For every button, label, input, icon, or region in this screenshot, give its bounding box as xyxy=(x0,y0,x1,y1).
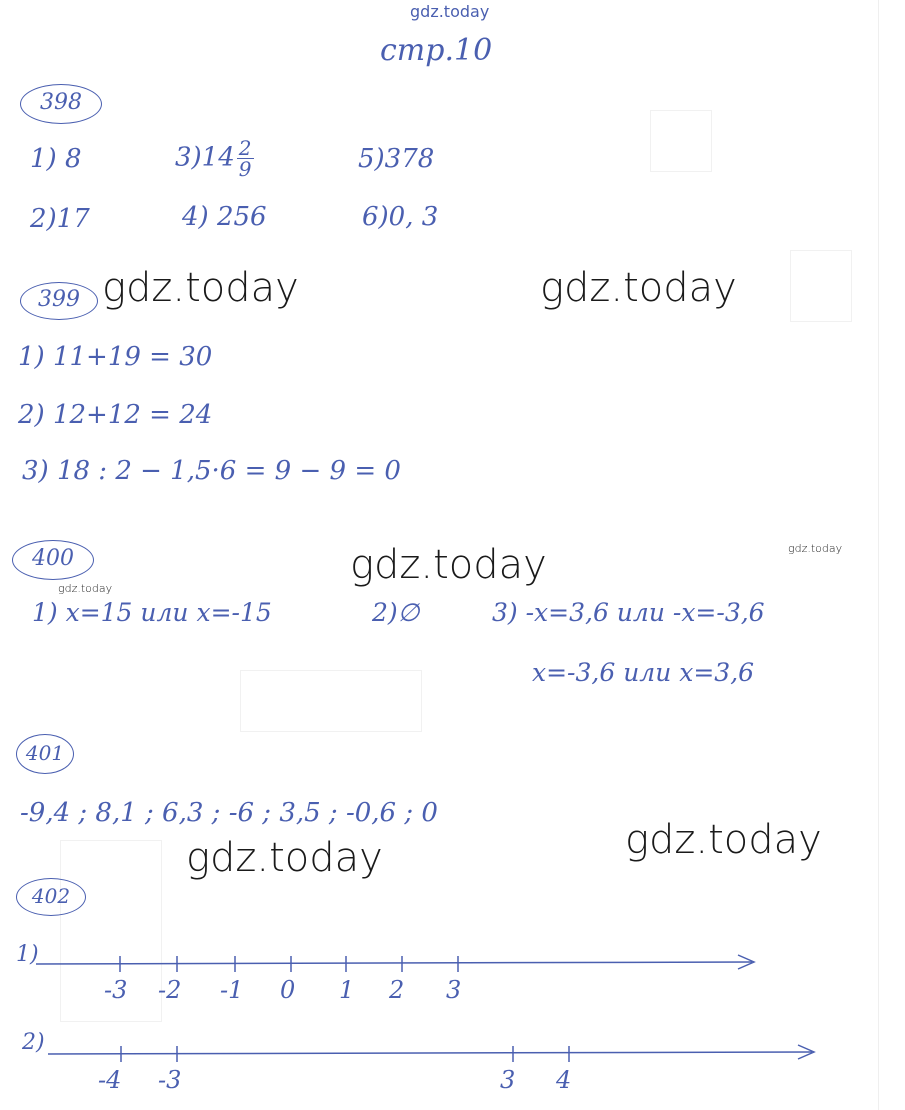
line-400-1: 1) x=15 или x=-15 xyxy=(32,598,272,627)
axis-1-label: 1) xyxy=(16,942,39,967)
watermark-small-right: gdz.today xyxy=(788,542,843,555)
exercise-number-401: 401 xyxy=(16,734,74,774)
answer-398-6: 6)0, 3 xyxy=(362,202,439,232)
fraction-numerator: 2 xyxy=(238,136,252,160)
watermark-2: gdz.today xyxy=(540,265,737,311)
axis-2-tick-label: -4 xyxy=(98,1066,122,1094)
axis-2-label: 2) xyxy=(22,1030,45,1055)
axis-1-tick-label: -1 xyxy=(220,976,244,1004)
exercise-number-399: 399 xyxy=(20,282,98,320)
answer-398-2: 2)17 xyxy=(30,204,90,234)
axis-1-tick-label: 0 xyxy=(280,976,296,1004)
watermark-6 xyxy=(640,1080,645,1081)
line-399-1: 1) 11+19 = 30 xyxy=(18,342,213,372)
axis-1-tick-label: -3 xyxy=(104,976,128,1004)
axis-1-tick-label: 1 xyxy=(339,976,355,1004)
axis-line xyxy=(48,1052,812,1054)
answer-398-1: 1) 8 xyxy=(30,144,82,174)
axis-2-tick-label: -3 xyxy=(158,1066,182,1094)
line-401: -9,4 ; 8,1 ; 6,3 ; -6 ; 3,5 ; -0,6 ; 0 xyxy=(20,798,438,828)
exercise-number-402: 402 xyxy=(16,878,86,916)
line-400-2: 2)∅ xyxy=(372,598,420,627)
answer-398-4: 4) 256 xyxy=(182,202,267,232)
answer-398-5: 5)378 xyxy=(358,144,435,174)
axis-2-tick-label: 3 xyxy=(500,1066,516,1094)
watermark-small-left: gdz.today xyxy=(58,582,113,595)
axis-1-tick-label: 2 xyxy=(389,976,405,1004)
answer-398-3-prefix: 3)14 xyxy=(175,142,235,173)
number-line-1 xyxy=(36,955,754,972)
watermark-4: gdz.today xyxy=(625,817,822,863)
page-reference: стр.10 xyxy=(380,33,493,68)
header-watermark: gdz.today xyxy=(410,2,490,21)
fraction-denominator: 9 xyxy=(238,157,252,181)
watermark-3: gdz.today xyxy=(350,542,547,588)
number-line-2 xyxy=(48,1045,814,1062)
exercise-number-398: 398 xyxy=(20,84,102,124)
axis-1-tick-label: 3 xyxy=(446,976,462,1004)
line-399-3: 3) 18 : 2 − 1,5·6 = 9 − 9 = 0 xyxy=(22,456,401,486)
axis-line xyxy=(36,962,752,964)
watermark-5: gdz.today xyxy=(186,835,383,881)
line-399-2: 2) 12+12 = 24 xyxy=(18,400,213,430)
exercise-number-400: 400 xyxy=(12,540,94,580)
axis-1-tick-label: -2 xyxy=(158,976,182,1004)
line-400-4: x=-3,6 или x=3,6 xyxy=(532,658,755,687)
axis-2-tick-label: 4 xyxy=(556,1066,572,1094)
line-400-3: 3) -x=3,6 или -x=-3,6 xyxy=(492,598,765,627)
watermark-1: gdz.today xyxy=(102,265,299,311)
